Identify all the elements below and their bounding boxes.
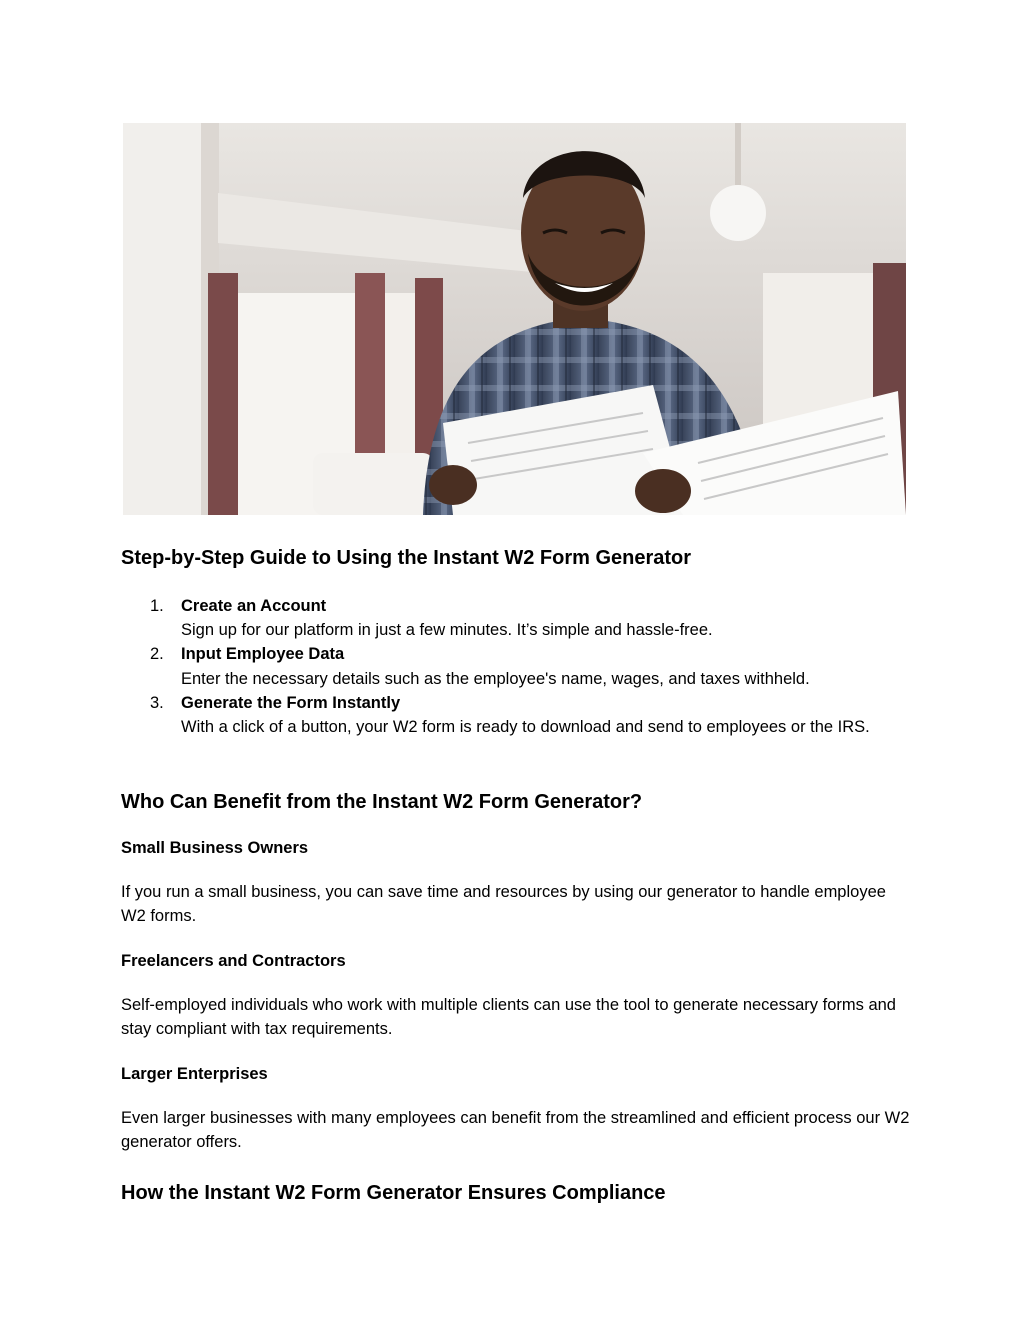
step-text: With a click of a button, your W2 form is ready to download and send to employees or the IRS.	[181, 718, 870, 737]
step-title: Generate the Form Instantly	[181, 693, 401, 712]
list-item	[121, 642, 911, 690]
step-text: Sign up for our platform in just a few minutes. It’s simple and hassle-free.	[181, 621, 713, 640]
step-title: Create an Account	[181, 597, 327, 615]
paragraph-freelancers: Self-employed individuals who work with multiple clients can use the tool to generate necessary forms and stay compliant with tax requirements.	[121, 996, 896, 1039]
list-number: 3.	[150, 693, 164, 712]
list-number: 2.	[150, 645, 164, 664]
subheading-larger-enterprises: Larger Enterprises	[121, 1065, 268, 1083]
section-title-benefit: Who Can Benefit from the Instant W2 Form Generator?	[121, 791, 643, 813]
list-item	[121, 594, 911, 642]
paragraph-larger-enterprises: Even larger businesses with many employees can benefit from the streamlined and efficient process our W2 generator offers.	[121, 1109, 910, 1152]
step-title: Input Employee Data	[181, 645, 345, 664]
hero-photo	[123, 123, 906, 515]
photo-man-reading-documents-icon	[123, 123, 906, 515]
step-text: Enter the necessary details such as the employee's name, wages, and taxes withheld.	[181, 669, 810, 688]
list-item	[121, 691, 911, 739]
list-number: 1.	[150, 597, 164, 615]
paragraph-small-business: If you run a small business, you can save time and resources by using our generator to handle employee W2 forms.	[121, 883, 886, 926]
section-title-steps: Step-by-Step Guide to Using the Instant W2 Form Generator	[121, 547, 692, 569]
subheading-freelancers: Freelancers and Contractors	[121, 952, 346, 970]
section-title-compliance: How the Instant W2 Form Generator Ensures Compliance	[121, 1182, 666, 1204]
subheading-small-business: Small Business Owners	[121, 839, 309, 857]
steps-list	[121, 594, 911, 739]
